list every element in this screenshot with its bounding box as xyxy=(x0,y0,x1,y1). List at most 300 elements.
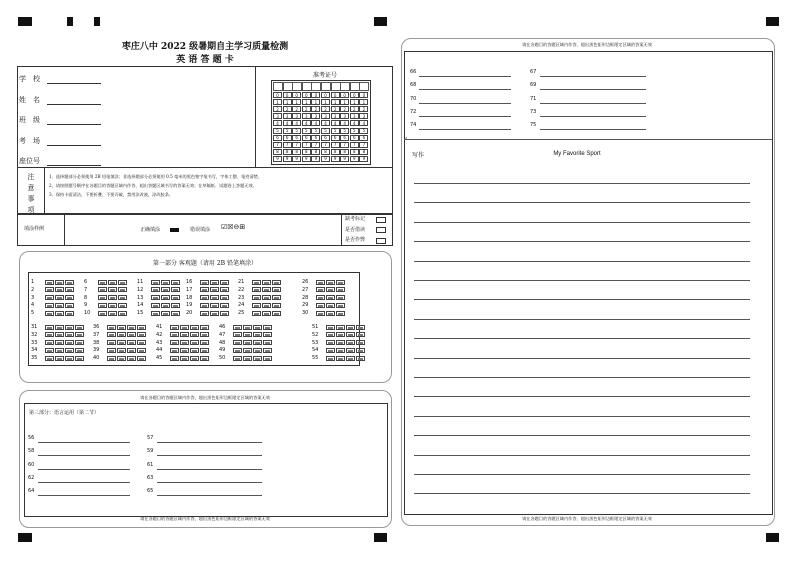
answer-bubble[interactable] xyxy=(98,280,107,285)
info-input-line[interactable] xyxy=(47,83,101,84)
question-row[interactable] xyxy=(302,302,346,308)
question-row[interactable] xyxy=(302,310,346,316)
exam-id-bubble[interactable]: 4 xyxy=(321,120,330,126)
exam-id-bubble[interactable]: 9 xyxy=(331,156,340,162)
answer-line[interactable] xyxy=(157,495,262,496)
answer-bubble[interactable] xyxy=(243,340,252,345)
answer-bubble[interactable] xyxy=(161,311,170,316)
exam-id-digit-cell[interactable] xyxy=(283,82,293,91)
answer-bubble[interactable] xyxy=(151,311,160,316)
exam-id-bubble[interactable]: 2 xyxy=(273,106,282,112)
answer-bubble[interactable] xyxy=(161,303,170,308)
question-row[interactable] xyxy=(31,332,85,338)
answer-bubble[interactable] xyxy=(127,356,136,361)
answer-bubble[interactable] xyxy=(316,287,325,292)
exam-id-bubble[interactable]: 3 xyxy=(359,113,368,119)
answer-bubble[interactable] xyxy=(200,325,209,330)
exam-id-bubble[interactable]: 1 xyxy=(359,99,368,105)
answer-bubble[interactable] xyxy=(263,332,272,337)
answer-bubble[interactable] xyxy=(45,325,54,330)
exam-id-bubble[interactable]: 3 xyxy=(321,113,330,119)
question-row[interactable] xyxy=(84,287,128,293)
answer-bubble[interactable] xyxy=(118,311,127,316)
answer-bubble[interactable] xyxy=(45,280,54,285)
exam-id-bubble[interactable]: 3 xyxy=(283,113,292,119)
exam-id-bubble[interactable]: 3 xyxy=(302,113,311,119)
question-row[interactable] xyxy=(186,295,230,301)
answer-bubble[interactable] xyxy=(45,311,54,316)
answer-line[interactable] xyxy=(157,442,262,443)
exam-id-bubble[interactable]: 8 xyxy=(273,149,282,155)
writing-line[interactable] xyxy=(414,183,750,184)
writing-line[interactable] xyxy=(414,435,750,436)
exam-id-bubble[interactable]: 6 xyxy=(321,135,330,141)
answer-bubble[interactable] xyxy=(170,340,179,345)
answer-bubble[interactable] xyxy=(233,356,242,361)
exam-id-bubble[interactable]: 0 xyxy=(292,92,301,98)
answer-bubble[interactable] xyxy=(243,325,252,330)
exam-id-bubble[interactable]: 6 xyxy=(292,135,301,141)
answer-bubble[interactable] xyxy=(200,295,209,300)
exam-id-bubble[interactable]: 2 xyxy=(302,106,311,112)
answer-bubble[interactable] xyxy=(127,340,136,345)
answer-bubble[interactable] xyxy=(220,303,229,308)
writing-line[interactable] xyxy=(414,299,750,300)
answer-line[interactable] xyxy=(540,76,646,77)
answer-bubble[interactable] xyxy=(65,287,74,292)
answer-bubble[interactable] xyxy=(316,295,325,300)
exam-id-bubble[interactable]: 5 xyxy=(321,128,330,134)
answer-bubble[interactable] xyxy=(65,311,74,316)
answer-bubble[interactable] xyxy=(336,340,345,345)
question-row[interactable] xyxy=(31,324,85,330)
answer-bubble[interactable] xyxy=(137,325,146,330)
answer-bubble[interactable] xyxy=(252,280,261,285)
exam-id-digit-cell[interactable] xyxy=(340,82,350,91)
question-row[interactable] xyxy=(302,295,346,301)
exam-id-bubble[interactable]: 7 xyxy=(350,142,359,148)
answer-bubble[interactable] xyxy=(200,348,209,353)
exam-id-bubble[interactable]: 4 xyxy=(273,120,282,126)
exam-id-bubble[interactable]: 1 xyxy=(311,99,320,105)
exam-id-bubble[interactable]: 1 xyxy=(283,99,292,105)
answer-bubble[interactable] xyxy=(220,311,229,316)
answer-line[interactable] xyxy=(38,455,130,456)
exam-id-bubble[interactable]: 4 xyxy=(340,120,349,126)
answer-bubble[interactable] xyxy=(107,325,116,330)
answer-bubble[interactable] xyxy=(272,287,281,292)
question-row[interactable] xyxy=(84,279,128,285)
answer-bubble[interactable] xyxy=(220,280,229,285)
question-row[interactable] xyxy=(238,302,282,308)
question-row[interactable] xyxy=(186,287,230,293)
exam-id-bubble[interactable]: 9 xyxy=(340,156,349,162)
exam-id-bubble[interactable]: 2 xyxy=(321,106,330,112)
answer-bubble[interactable] xyxy=(117,348,126,353)
question-row[interactable] xyxy=(219,324,273,330)
answer-bubble[interactable] xyxy=(98,303,107,308)
exam-id-bubble[interactable]: 2 xyxy=(359,106,368,112)
exam-id-bubble[interactable]: 9 xyxy=(321,156,330,162)
exam-id-bubble[interactable]: 9 xyxy=(350,156,359,162)
answer-bubble[interactable] xyxy=(316,280,325,285)
exam-id-bubble[interactable]: 9 xyxy=(292,156,301,162)
exam-id-bubble[interactable]: 4 xyxy=(359,120,368,126)
question-row[interactable] xyxy=(31,347,85,353)
answer-line[interactable] xyxy=(38,495,130,496)
writing-line[interactable] xyxy=(414,338,750,339)
exam-id-bubble[interactable]: 0 xyxy=(311,92,320,98)
answer-bubble[interactable] xyxy=(346,332,355,337)
answer-bubble[interactable] xyxy=(326,332,335,337)
exam-id-bubble[interactable]: 7 xyxy=(331,142,340,148)
exam-id-bubble[interactable]: 0 xyxy=(350,92,359,98)
answer-bubble[interactable] xyxy=(263,356,272,361)
answer-bubble[interactable] xyxy=(65,332,74,337)
question-row[interactable] xyxy=(238,287,282,293)
answer-bubble[interactable] xyxy=(75,356,84,361)
answer-bubble[interactable] xyxy=(336,348,345,353)
question-row[interactable] xyxy=(312,340,366,346)
writing-line[interactable] xyxy=(414,280,750,281)
answer-bubble[interactable] xyxy=(137,356,146,361)
exam-id-bubble[interactable]: 8 xyxy=(331,149,340,155)
answer-bubble[interactable] xyxy=(118,287,127,292)
question-row[interactable] xyxy=(84,295,128,301)
answer-bubble[interactable] xyxy=(117,356,126,361)
answer-bubble[interactable] xyxy=(262,287,271,292)
answer-line[interactable] xyxy=(419,116,511,117)
answer-bubble[interactable] xyxy=(326,280,335,285)
question-row[interactable] xyxy=(93,355,147,361)
answer-bubble[interactable] xyxy=(118,280,127,285)
answer-bubble[interactable] xyxy=(180,348,189,353)
question-row[interactable] xyxy=(156,332,210,338)
answer-bubble[interactable] xyxy=(55,311,64,316)
question-row[interactable] xyxy=(84,302,128,308)
writing-line[interactable] xyxy=(414,455,750,456)
question-row[interactable] xyxy=(137,310,181,316)
answer-bubble[interactable] xyxy=(253,348,262,353)
exam-id-bubble[interactable]: 2 xyxy=(292,106,301,112)
exam-id-bubble[interactable]: 9 xyxy=(359,156,368,162)
answer-line[interactable] xyxy=(157,469,262,470)
info-input-line[interactable] xyxy=(47,124,101,125)
answer-line[interactable] xyxy=(419,103,511,104)
writing-line[interactable] xyxy=(414,358,750,359)
exam-id-digit-cell[interactable] xyxy=(331,82,341,91)
answer-bubble[interactable] xyxy=(253,332,262,337)
exam-id-bubble[interactable]: 6 xyxy=(350,135,359,141)
answer-bubble[interactable] xyxy=(326,311,335,316)
writing-line[interactable] xyxy=(414,416,750,417)
answer-bubble[interactable] xyxy=(336,295,345,300)
question-row[interactable] xyxy=(312,324,366,330)
answer-bubble[interactable] xyxy=(107,340,116,345)
answer-bubble[interactable] xyxy=(118,303,127,308)
answer-bubble[interactable] xyxy=(346,325,355,330)
exam-id-bubble[interactable]: 3 xyxy=(331,113,340,119)
answer-bubble[interactable] xyxy=(108,303,117,308)
answer-bubble[interactable] xyxy=(170,332,179,337)
answer-bubble[interactable] xyxy=(137,348,146,353)
exam-id-bubble[interactable]: 5 xyxy=(283,128,292,134)
exam-id-bubble[interactable]: 6 xyxy=(331,135,340,141)
answer-bubble[interactable] xyxy=(127,325,136,330)
answer-bubble[interactable] xyxy=(108,287,117,292)
question-row[interactable] xyxy=(156,347,210,353)
answer-bubble[interactable] xyxy=(346,340,355,345)
answer-bubble[interactable] xyxy=(326,325,335,330)
answer-line[interactable] xyxy=(38,442,130,443)
answer-bubble[interactable] xyxy=(190,332,199,337)
answer-line[interactable] xyxy=(419,129,511,130)
answer-bubble[interactable] xyxy=(356,340,365,345)
answer-bubble[interactable] xyxy=(316,303,325,308)
answer-bubble[interactable] xyxy=(356,356,365,361)
answer-bubble[interactable] xyxy=(346,356,355,361)
answer-bubble[interactable] xyxy=(210,280,219,285)
exam-id-bubble[interactable]: 0 xyxy=(321,92,330,98)
answer-bubble[interactable] xyxy=(65,325,74,330)
answer-bubble[interactable] xyxy=(336,332,345,337)
answer-bubble[interactable] xyxy=(55,280,64,285)
writing-line[interactable] xyxy=(414,493,750,494)
answer-bubble[interactable] xyxy=(356,325,365,330)
answer-bubble[interactable] xyxy=(262,311,271,316)
answer-bubble[interactable] xyxy=(326,287,335,292)
answer-bubble[interactable] xyxy=(336,303,345,308)
answer-bubble[interactable] xyxy=(326,340,335,345)
writing-line[interactable] xyxy=(414,202,750,203)
answer-bubble[interactable] xyxy=(326,356,335,361)
exam-id-bubble[interactable]: 2 xyxy=(311,106,320,112)
answer-bubble[interactable] xyxy=(253,356,262,361)
info-input-line[interactable] xyxy=(47,165,101,166)
question-row[interactable] xyxy=(186,302,230,308)
exam-id-bubble[interactable]: 0 xyxy=(331,92,340,98)
answer-bubble[interactable] xyxy=(272,280,281,285)
flag-absent-box[interactable] xyxy=(376,217,386,223)
exam-id-bubble[interactable]: 8 xyxy=(283,149,292,155)
exam-id-bubble[interactable]: 1 xyxy=(273,99,282,105)
question-row[interactable] xyxy=(186,310,230,316)
exam-id-bubble[interactable]: 1 xyxy=(350,99,359,105)
answer-bubble[interactable] xyxy=(171,287,180,292)
answer-bubble[interactable] xyxy=(252,303,261,308)
question-row[interactable] xyxy=(302,279,346,285)
question-row[interactable] xyxy=(137,279,181,285)
question-row[interactable] xyxy=(238,295,282,301)
answer-bubble[interactable] xyxy=(243,348,252,353)
question-row[interactable] xyxy=(186,279,230,285)
answer-bubble[interactable] xyxy=(336,280,345,285)
answer-bubble[interactable] xyxy=(200,332,209,337)
answer-bubble[interactable] xyxy=(272,303,281,308)
answer-bubble[interactable] xyxy=(117,340,126,345)
answer-bubble[interactable] xyxy=(200,356,209,361)
exam-id-bubble[interactable]: 7 xyxy=(359,142,368,148)
exam-id-bubble[interactable]: 6 xyxy=(283,135,292,141)
exam-id-bubble[interactable]: 7 xyxy=(283,142,292,148)
exam-id-bubble[interactable]: 9 xyxy=(302,156,311,162)
answer-bubble[interactable] xyxy=(200,280,209,285)
question-row[interactable] xyxy=(137,287,181,293)
answer-bubble[interactable] xyxy=(45,295,54,300)
exam-id-bubble[interactable]: 8 xyxy=(350,149,359,155)
exam-id-bubble[interactable]: 6 xyxy=(340,135,349,141)
answer-bubble[interactable] xyxy=(336,311,345,316)
answer-line[interactable] xyxy=(540,129,646,130)
answer-bubble[interactable] xyxy=(55,348,64,353)
answer-bubble[interactable] xyxy=(45,340,54,345)
answer-bubble[interactable] xyxy=(65,340,74,345)
answer-line[interactable] xyxy=(157,455,262,456)
answer-bubble[interactable] xyxy=(55,356,64,361)
exam-id-bubble[interactable]: 4 xyxy=(350,120,359,126)
answer-bubble[interactable] xyxy=(346,348,355,353)
answer-bubble[interactable] xyxy=(180,332,189,337)
question-row[interactable] xyxy=(219,332,273,338)
question-row[interactable] xyxy=(156,324,210,330)
answer-bubble[interactable] xyxy=(161,287,170,292)
exam-id-bubble[interactable]: 9 xyxy=(283,156,292,162)
exam-id-bubble[interactable]: 1 xyxy=(292,99,301,105)
exam-id-bubble[interactable]: 8 xyxy=(302,149,311,155)
answer-bubble[interactable] xyxy=(243,356,252,361)
exam-id-bubble[interactable]: 3 xyxy=(273,113,282,119)
exam-id-bubble[interactable]: 0 xyxy=(273,92,282,98)
answer-bubble[interactable] xyxy=(137,340,146,345)
exam-id-bubble[interactable]: 0 xyxy=(340,92,349,98)
answer-bubble[interactable] xyxy=(55,287,64,292)
answer-line[interactable] xyxy=(38,469,130,470)
question-row[interactable] xyxy=(312,347,366,353)
answer-bubble[interactable] xyxy=(98,311,107,316)
answer-bubble[interactable] xyxy=(180,356,189,361)
answer-bubble[interactable] xyxy=(171,295,180,300)
answer-bubble[interactable] xyxy=(190,356,199,361)
answer-bubble[interactable] xyxy=(65,280,74,285)
question-row[interactable] xyxy=(219,355,273,361)
answer-bubble[interactable] xyxy=(45,348,54,353)
answer-bubble[interactable] xyxy=(180,340,189,345)
exam-id-bubble[interactable]: 1 xyxy=(331,99,340,105)
answer-bubble[interactable] xyxy=(210,287,219,292)
answer-bubble[interactable] xyxy=(161,280,170,285)
exam-id-bubble[interactable]: 7 xyxy=(321,142,330,148)
answer-bubble[interactable] xyxy=(75,348,84,353)
answer-bubble[interactable] xyxy=(252,287,261,292)
exam-id-bubble[interactable]: 3 xyxy=(292,113,301,119)
exam-id-bubble[interactable]: 4 xyxy=(302,120,311,126)
exam-id-bubble[interactable]: 6 xyxy=(302,135,311,141)
writing-line[interactable] xyxy=(414,261,750,262)
question-row[interactable] xyxy=(93,324,147,330)
answer-bubble[interactable] xyxy=(151,295,160,300)
exam-id-digit-cell[interactable] xyxy=(273,82,283,91)
exam-id-digit-cell[interactable] xyxy=(292,82,302,91)
exam-id-bubble[interactable]: 1 xyxy=(302,99,311,105)
answer-bubble[interactable] xyxy=(262,303,271,308)
answer-bubble[interactable] xyxy=(55,340,64,345)
answer-line[interactable] xyxy=(540,103,646,104)
info-input-line[interactable] xyxy=(47,145,101,146)
answer-bubble[interactable] xyxy=(210,311,219,316)
answer-bubble[interactable] xyxy=(210,295,219,300)
answer-bubble[interactable] xyxy=(117,325,126,330)
writing-line[interactable] xyxy=(414,319,750,320)
exam-id-bubble[interactable]: 7 xyxy=(273,142,282,148)
answer-bubble[interactable] xyxy=(233,325,242,330)
answer-line[interactable] xyxy=(419,76,511,77)
exam-id-bubble[interactable]: 9 xyxy=(311,156,320,162)
answer-bubble[interactable] xyxy=(65,295,74,300)
exam-id-bubble[interactable]: 4 xyxy=(331,120,340,126)
answer-bubble[interactable] xyxy=(316,311,325,316)
question-row[interactable] xyxy=(93,340,147,346)
answer-bubble[interactable] xyxy=(200,287,209,292)
exam-id-bubble[interactable]: 6 xyxy=(359,135,368,141)
answer-bubble[interactable] xyxy=(356,332,365,337)
answer-bubble[interactable] xyxy=(252,295,261,300)
exam-id-bubble[interactable]: 6 xyxy=(273,135,282,141)
answer-bubble[interactable] xyxy=(262,295,271,300)
answer-bubble[interactable] xyxy=(45,287,54,292)
answer-line[interactable] xyxy=(38,482,130,483)
answer-bubble[interactable] xyxy=(263,325,272,330)
exam-id-bubble[interactable]: 8 xyxy=(340,149,349,155)
answer-bubble[interactable] xyxy=(171,303,180,308)
exam-id-bubble[interactable]: 3 xyxy=(311,113,320,119)
answer-bubble[interactable] xyxy=(356,348,365,353)
answer-bubble[interactable] xyxy=(45,332,54,337)
answer-bubble[interactable] xyxy=(170,356,179,361)
exam-id-bubble[interactable]: 5 xyxy=(331,128,340,134)
question-row[interactable] xyxy=(137,302,181,308)
question-row[interactable] xyxy=(219,340,273,346)
exam-id-bubble[interactable]: 5 xyxy=(359,128,368,134)
question-row[interactable] xyxy=(156,355,210,361)
exam-id-bubble[interactable]: 1 xyxy=(321,99,330,105)
answer-bubble[interactable] xyxy=(336,325,345,330)
exam-id-digit-cell[interactable] xyxy=(302,82,312,91)
answer-bubble[interactable] xyxy=(45,356,54,361)
answer-bubble[interactable] xyxy=(127,348,136,353)
exam-id-bubble[interactable]: 8 xyxy=(292,149,301,155)
answer-bubble[interactable] xyxy=(75,332,84,337)
answer-bubble[interactable] xyxy=(117,332,126,337)
answer-bubble[interactable] xyxy=(326,303,335,308)
answer-bubble[interactable] xyxy=(98,287,107,292)
answer-bubble[interactable] xyxy=(190,340,199,345)
exam-id-bubble[interactable]: 2 xyxy=(340,106,349,112)
writing-line[interactable] xyxy=(414,377,750,378)
exam-id-digit-cell[interactable] xyxy=(321,82,331,91)
flag-cheat-box[interactable] xyxy=(376,238,386,244)
answer-bubble[interactable] xyxy=(137,332,146,337)
answer-bubble[interactable] xyxy=(252,311,261,316)
answer-bubble[interactable] xyxy=(55,325,64,330)
answer-bubble[interactable] xyxy=(233,348,242,353)
question-row[interactable] xyxy=(137,295,181,301)
question-row[interactable] xyxy=(31,279,75,285)
answer-bubble[interactable] xyxy=(170,325,179,330)
answer-bubble[interactable] xyxy=(118,295,127,300)
question-row[interactable] xyxy=(93,332,147,338)
answer-bubble[interactable] xyxy=(55,332,64,337)
answer-bubble[interactable] xyxy=(233,340,242,345)
